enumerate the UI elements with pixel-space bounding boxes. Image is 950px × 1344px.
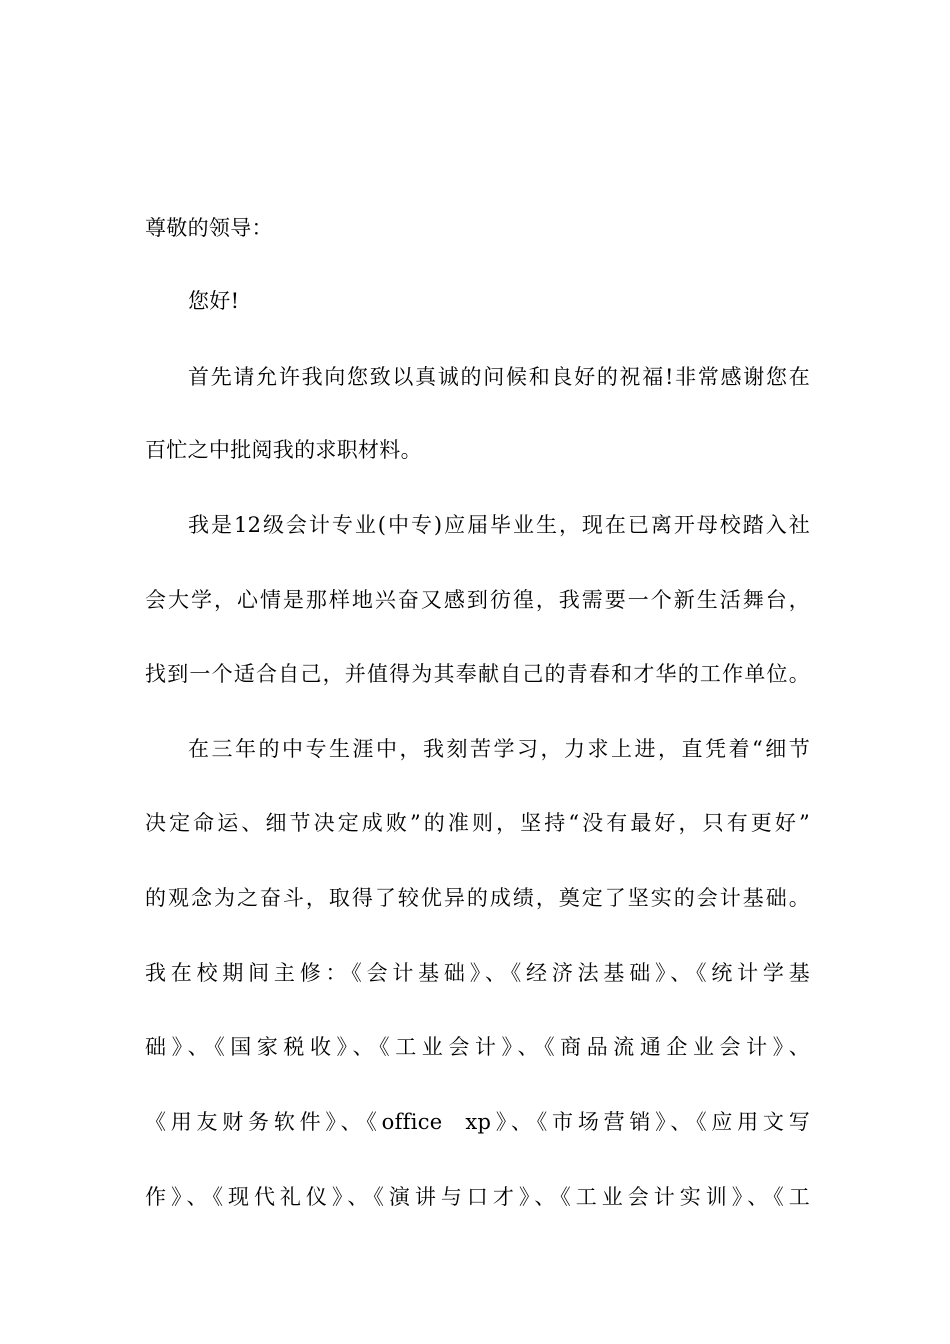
paragraph-line: 决定命运、细节决定成败”的准则，坚持“没有最好，只有更好” <box>145 811 810 835</box>
paragraph-line: 百忙之中批阅我的求职材料。 <box>145 438 422 462</box>
paragraph-line: 找到一个适合自己，并值得为其奉献自己的青春和才华的工作单位。 <box>145 662 810 686</box>
paragraph-line: 础》、《国家税收》、《工业会计》、《商品流通企业会计》、 <box>145 1035 810 1059</box>
paragraph-line: 我是12级会计专业(中专)应届毕业生，现在已离开母校踏入社 <box>188 513 810 537</box>
greeting: 您好! <box>188 289 240 313</box>
paragraph-line: 我在校期间主修：《会计基础》、《经济法基础》、《统计学基 <box>145 961 810 985</box>
salutation: 尊敬的领导： <box>145 216 273 240</box>
paragraph-line: 《用友财务软件》、《office xp》、《市场营销》、《应用文写 <box>145 1110 810 1134</box>
paragraph-line: 的观念为之奋斗，取得了较优异的成绩，奠定了坚实的会计基础。 <box>145 886 810 910</box>
paragraph-line: 在三年的中专生涯中，我刻苦学习，力求上进，直凭着“细节 <box>188 737 810 761</box>
paragraph-line: 作》、《现代礼仪》、《演讲与口才》、《工业会计实训》、《工 <box>145 1185 810 1209</box>
paragraph-line: 会大学，心情是那样地兴奋又感到彷徨，我需要一个新生活舞台， <box>145 588 810 612</box>
paragraph-line: 首先请允许我向您致以真诚的问候和良好的祝福!非常感谢您在 <box>188 365 810 389</box>
